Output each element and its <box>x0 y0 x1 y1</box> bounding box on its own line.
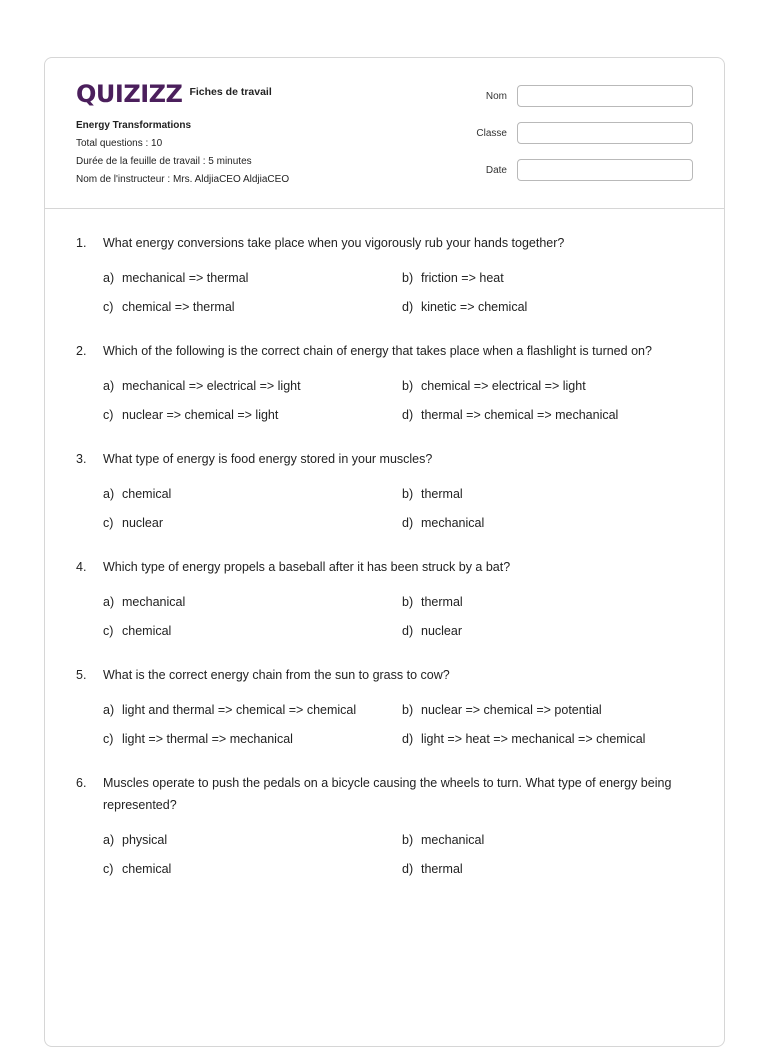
answer-option <box>402 621 702 642</box>
question-number: 1. <box>76 236 87 250</box>
name-field-row <box>476 85 693 107</box>
option-letter: a) <box>103 595 115 609</box>
question-3 <box>76 448 696 534</box>
answer-option <box>103 376 402 397</box>
answer-option <box>402 830 702 851</box>
option-text: nuclear <box>122 516 163 530</box>
instructor-name: Nom de l'instructeur : Mrs. AldjiaCEO AldjiaCEO <box>76 174 290 185</box>
option-text: thermal <box>421 487 463 501</box>
answer-option <box>402 405 702 426</box>
answer-options <box>103 484 696 534</box>
question-text: Muscles operate to push the pedals on a bicycle causing the wheels to turn. What type of energy being represented? <box>103 776 672 812</box>
question-header <box>76 664 696 686</box>
answer-option <box>103 621 402 642</box>
option-text: physical <box>122 833 168 847</box>
question-header <box>76 448 696 470</box>
option-text: mechanical => electrical => light <box>122 379 301 393</box>
answer-option <box>103 297 402 318</box>
question-text: Which type of energy propels a baseball after it has been struck by a bat? <box>103 560 511 574</box>
answer-option <box>103 405 402 426</box>
answer-option <box>402 297 702 318</box>
option-text: nuclear <box>421 624 462 638</box>
option-letter: d) <box>402 732 414 746</box>
question-header <box>76 340 696 362</box>
answer-options <box>103 830 696 880</box>
question-header <box>76 772 696 816</box>
answer-option <box>103 859 402 880</box>
answer-option <box>103 700 402 721</box>
option-letter: a) <box>103 487 115 501</box>
brand <box>76 80 272 108</box>
option-letter: a) <box>103 271 115 285</box>
question-number: 2. <box>76 344 87 358</box>
class-input[interactable] <box>517 122 693 144</box>
question-number: 3. <box>76 452 87 466</box>
option-text: chemical => thermal <box>122 300 235 314</box>
date-field-row <box>476 159 693 181</box>
worksheet-title: Energy Transformations <box>76 120 192 131</box>
answer-option <box>103 484 402 505</box>
question-number: 6. <box>76 776 87 790</box>
option-letter: d) <box>402 862 414 876</box>
brand-subtitle: Fiches de travail <box>189 86 272 98</box>
option-letter: a) <box>103 379 115 393</box>
option-text: mechanical <box>421 833 485 847</box>
name-label: Nom <box>485 90 507 102</box>
question-1 <box>76 232 696 318</box>
option-letter: b) <box>402 379 414 393</box>
answer-options <box>103 376 696 426</box>
question-number: 4. <box>76 560 87 574</box>
answer-option <box>402 729 702 750</box>
question-2 <box>76 340 696 426</box>
answer-option <box>402 484 702 505</box>
option-letter: b) <box>402 703 414 717</box>
option-letter: c) <box>103 624 114 638</box>
option-letter: b) <box>402 833 414 847</box>
answer-option <box>103 268 402 289</box>
option-text: friction => heat <box>421 271 504 285</box>
answer-option <box>402 700 702 721</box>
option-letter: a) <box>103 833 115 847</box>
option-text: thermal <box>421 862 463 876</box>
date-label: Date <box>485 164 507 176</box>
option-letter: c) <box>103 408 114 422</box>
option-letter: b) <box>402 487 414 501</box>
option-letter: a) <box>103 703 115 717</box>
option-letter: d) <box>402 300 414 314</box>
option-text: light => heat => mechanical => chemical <box>421 732 646 746</box>
answer-option <box>103 513 402 534</box>
answer-option <box>402 268 702 289</box>
option-text: nuclear => chemical => light <box>122 408 279 422</box>
answer-options <box>103 268 696 318</box>
option-text: chemical <box>122 862 172 876</box>
option-text: mechanical <box>421 516 485 530</box>
option-letter: c) <box>103 300 114 314</box>
answer-option <box>103 830 402 851</box>
option-letter: b) <box>402 271 414 285</box>
date-input[interactable] <box>517 159 693 181</box>
option-letter: c) <box>103 516 114 530</box>
question-number: 5. <box>76 668 87 682</box>
question-6 <box>76 772 696 880</box>
option-text: chemical <box>122 624 172 638</box>
answer-option <box>402 376 702 397</box>
option-text: light and thermal => chemical => chemical <box>122 703 357 717</box>
question-list <box>76 232 696 902</box>
option-text: chemical <box>122 487 172 501</box>
question-text: What is the correct energy chain from the sun to grass to cow? <box>103 668 450 682</box>
question-text: Which of the following is the correct chain of energy that takes place when a flashlight is turned on? <box>103 344 652 358</box>
answer-option <box>103 592 402 613</box>
option-text: mechanical <box>122 595 186 609</box>
question-header <box>76 232 696 254</box>
answer-options <box>103 700 696 750</box>
option-letter: d) <box>402 516 414 530</box>
option-text: nuclear => chemical => potential <box>421 703 602 717</box>
question-4 <box>76 556 696 642</box>
answer-option <box>103 729 402 750</box>
worksheet-meta <box>76 117 289 189</box>
question-text: What type of energy is food energy stored in your muscles? <box>103 452 433 466</box>
option-text: thermal <box>421 595 463 609</box>
question-5 <box>76 664 696 750</box>
answer-options <box>103 592 696 642</box>
option-text: chemical => electrical => light <box>421 379 586 393</box>
answer-option <box>402 592 702 613</box>
option-letter: d) <box>402 624 414 638</box>
option-letter: c) <box>103 732 114 746</box>
question-header <box>76 556 696 578</box>
duration: Durée de la feuille de travail : 5 minutes <box>76 156 252 167</box>
quizizz-logo: QUIZIZZ <box>76 80 183 108</box>
option-text: thermal => chemical => mechanical <box>421 408 619 422</box>
student-fields <box>476 85 693 196</box>
option-letter: d) <box>402 408 414 422</box>
question-text: What energy conversions take place when you vigorously rub your hands together? <box>103 236 565 250</box>
worksheet <box>44 57 725 1047</box>
name-input[interactable] <box>517 85 693 107</box>
class-label: Classe <box>476 127 507 139</box>
option-letter: c) <box>103 862 114 876</box>
class-field-row <box>476 122 693 144</box>
option-letter: b) <box>402 595 414 609</box>
option-text: kinetic => chemical <box>421 300 528 314</box>
option-text: mechanical => thermal <box>122 271 249 285</box>
total-questions: Total questions : 10 <box>76 138 163 149</box>
answer-option <box>402 513 702 534</box>
option-text: light => thermal => mechanical <box>122 732 293 746</box>
answer-option <box>402 859 702 880</box>
worksheet-header <box>45 58 724 209</box>
